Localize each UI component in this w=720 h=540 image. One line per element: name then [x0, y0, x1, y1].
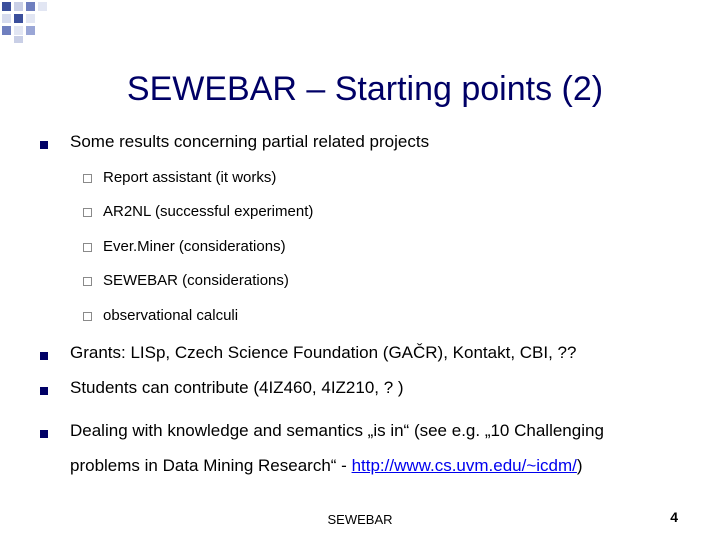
bullet-square-icon: [40, 430, 48, 438]
sub-bullet-text: SEWEBAR (considerations): [103, 272, 289, 289]
sub-bullet-text: Ever.Miner (considerations): [103, 238, 286, 255]
slide-title: SEWEBAR – Starting points (2): [126, 70, 604, 108]
bullet-square-icon: [40, 141, 48, 149]
bullet-text-suffix: ): [576, 456, 583, 475]
bullet-square-icon: [40, 352, 48, 360]
icdm-link[interactable]: http://www.cs.uvm.edu/~icdm/: [351, 456, 577, 475]
bullet-text-prefix: problems in Data Mining Research“ -: [70, 456, 352, 475]
corner-decoration: [0, 0, 60, 45]
bullet-square-icon: [40, 387, 48, 395]
sub-bullet-square-icon: [83, 312, 92, 321]
sub-bullet-text: Report assistant (it works): [103, 169, 277, 186]
sub-bullet-text: observational calculi: [103, 307, 239, 324]
bullet-text: Grants: LISp, Czech Science Foundation (GAČR), Kontakt, CBI, ??: [70, 343, 577, 362]
sub-bullet-square-icon: [83, 277, 92, 286]
bullet-text: Dealing with knowledge and semantics „is in“ (see e.g. „10 Challenging: [70, 421, 604, 440]
sub-bullet-square-icon: [83, 243, 92, 252]
bullet-text-continuation: [70, 456, 583, 476]
sub-bullet-text: AR2NL (successful experiment): [103, 203, 314, 220]
page-number: 4: [670, 509, 678, 525]
bullet-text: Students can contribute (4IZ460, 4IZ210, ? ): [70, 378, 404, 397]
slide-footer: SEWEBAR: [327, 512, 393, 527]
bullet-text: Some results concerning partial related projects: [70, 132, 430, 151]
sub-bullet-square-icon: [83, 208, 92, 217]
sub-bullet-square-icon: [83, 174, 92, 183]
